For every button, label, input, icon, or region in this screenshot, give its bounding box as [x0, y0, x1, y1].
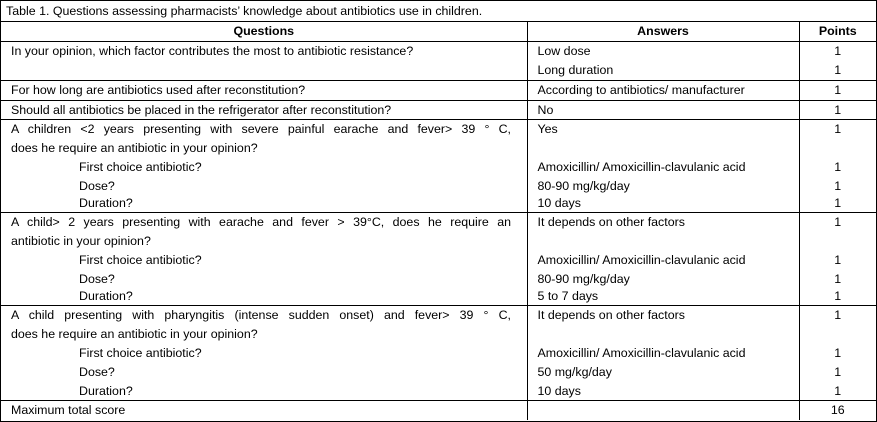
- answer-cell: According to antibiotics/ manufacturer: [527, 81, 799, 101]
- answer-cell: Amoxicillin/ Amoxicillin-clavulanic acid: [527, 158, 799, 177]
- answer-cell: Low dose: [527, 42, 799, 62]
- points-cell: 1: [834, 160, 842, 174]
- sub-question: Duration?: [79, 289, 133, 303]
- points-cell: 1: [799, 42, 876, 62]
- points-cell: 1: [834, 253, 842, 267]
- question-line: does he require an antibiotic in your opinion?: [11, 141, 258, 155]
- answer-cell: 10 days: [527, 382, 799, 401]
- table-row: [1, 81, 876, 101]
- question-cell: [1, 120, 527, 159]
- points-cell: 1: [834, 272, 842, 286]
- sub-row: [1, 251, 876, 270]
- answer-cell: 10 days: [527, 195, 799, 213]
- points-cell: 1: [834, 63, 842, 77]
- table-caption: Table 1. Questions assessing pharmacists’ knowledge about antibiotics use in children.: [1, 1, 876, 22]
- answer-cell: It depends on other factors: [527, 306, 799, 345]
- points-cell: 1: [799, 120, 876, 159]
- sub-row: [1, 158, 876, 177]
- answer-cell: 5 to 7 days: [527, 288, 799, 306]
- points-cell: 1: [799, 81, 876, 101]
- table-row: [1, 120, 876, 159]
- total-points: 16: [799, 401, 876, 421]
- sub-question: Dose?: [79, 179, 115, 193]
- header-questions: Questions: [1, 22, 527, 42]
- points-cell: 1: [834, 346, 842, 360]
- answer-cell: 80-90 mg/kg/day: [527, 270, 799, 288]
- points-cell: 1: [834, 196, 842, 210]
- points-cell: 1: [799, 101, 876, 120]
- answer-cell: No: [527, 101, 799, 120]
- answer-cell: Long duration: [527, 61, 799, 81]
- sub-question: Dose?: [79, 365, 115, 379]
- answer-cell: Amoxicillin/ Amoxicillin-clavulanic acid: [527, 344, 799, 363]
- sub-row: [1, 363, 876, 382]
- answer-cell: Yes: [527, 120, 799, 159]
- sub-row: [1, 195, 876, 213]
- points-cell: 1: [834, 365, 842, 379]
- sub-question: First choice antibiotic?: [79, 160, 202, 174]
- answer-cell: It depends on other factors: [527, 213, 799, 252]
- header-row: [1, 22, 876, 42]
- points-cell: 1: [834, 179, 842, 193]
- sub-question: Dose?: [79, 272, 115, 286]
- sub-question: Duration?: [79, 384, 133, 398]
- sub-row: [1, 288, 876, 306]
- question-line: A children <2 years presenting with severe painful earache and fever> 39 ° C,: [11, 122, 511, 136]
- question-cell: [1, 213, 527, 252]
- sub-question: First choice antibiotic?: [79, 346, 202, 360]
- sub-question: First choice antibiotic?: [79, 253, 202, 267]
- points-cell: 1: [799, 306, 876, 345]
- table-row: [1, 42, 876, 62]
- question-cell: [1, 306, 527, 345]
- answer-cell: 50 mg/kg/day: [527, 363, 799, 382]
- header-answers: Answers: [527, 22, 799, 42]
- table-row: [1, 306, 876, 345]
- question-line: A child presenting with pharyngitis (intense sudden onset) and fever> 39 ° C,: [11, 308, 511, 322]
- table-row: [1, 213, 876, 252]
- header-points: Points: [818, 24, 857, 38]
- answer-cell: 80-90 mg/kg/day: [527, 177, 799, 195]
- points-cell: 1: [799, 213, 876, 252]
- question-line: A child> 2 years presenting with earache and fever > 39°C, does he require an: [11, 215, 511, 229]
- answer-cell: Amoxicillin/ Amoxicillin-clavulanic acid: [527, 251, 799, 270]
- sub-row: [1, 382, 876, 401]
- points-cell: 1: [834, 289, 842, 303]
- sub-row: [1, 344, 876, 363]
- total-row: [1, 401, 876, 421]
- sub-question: Duration?: [79, 196, 133, 210]
- question-line: does he require an antibiotic in your opinion?: [11, 327, 258, 341]
- total-label: Maximum total score: [1, 401, 527, 421]
- knowledge-table: [1, 22, 876, 420]
- sub-row: [1, 270, 876, 288]
- question-cell: In your opinion, which factor contributes the most to antibiotic resistance?: [1, 42, 527, 81]
- sub-row: [1, 177, 876, 195]
- question-cell: For how long are antibiotics used after reconstitution?: [1, 81, 527, 101]
- table-row: [1, 101, 876, 120]
- points-cell: 1: [834, 384, 842, 398]
- question-line: antibiotic in your opinion?: [11, 234, 151, 248]
- question-cell: Should all antibiotics be placed in the refrigerator after reconstitution?: [1, 101, 527, 120]
